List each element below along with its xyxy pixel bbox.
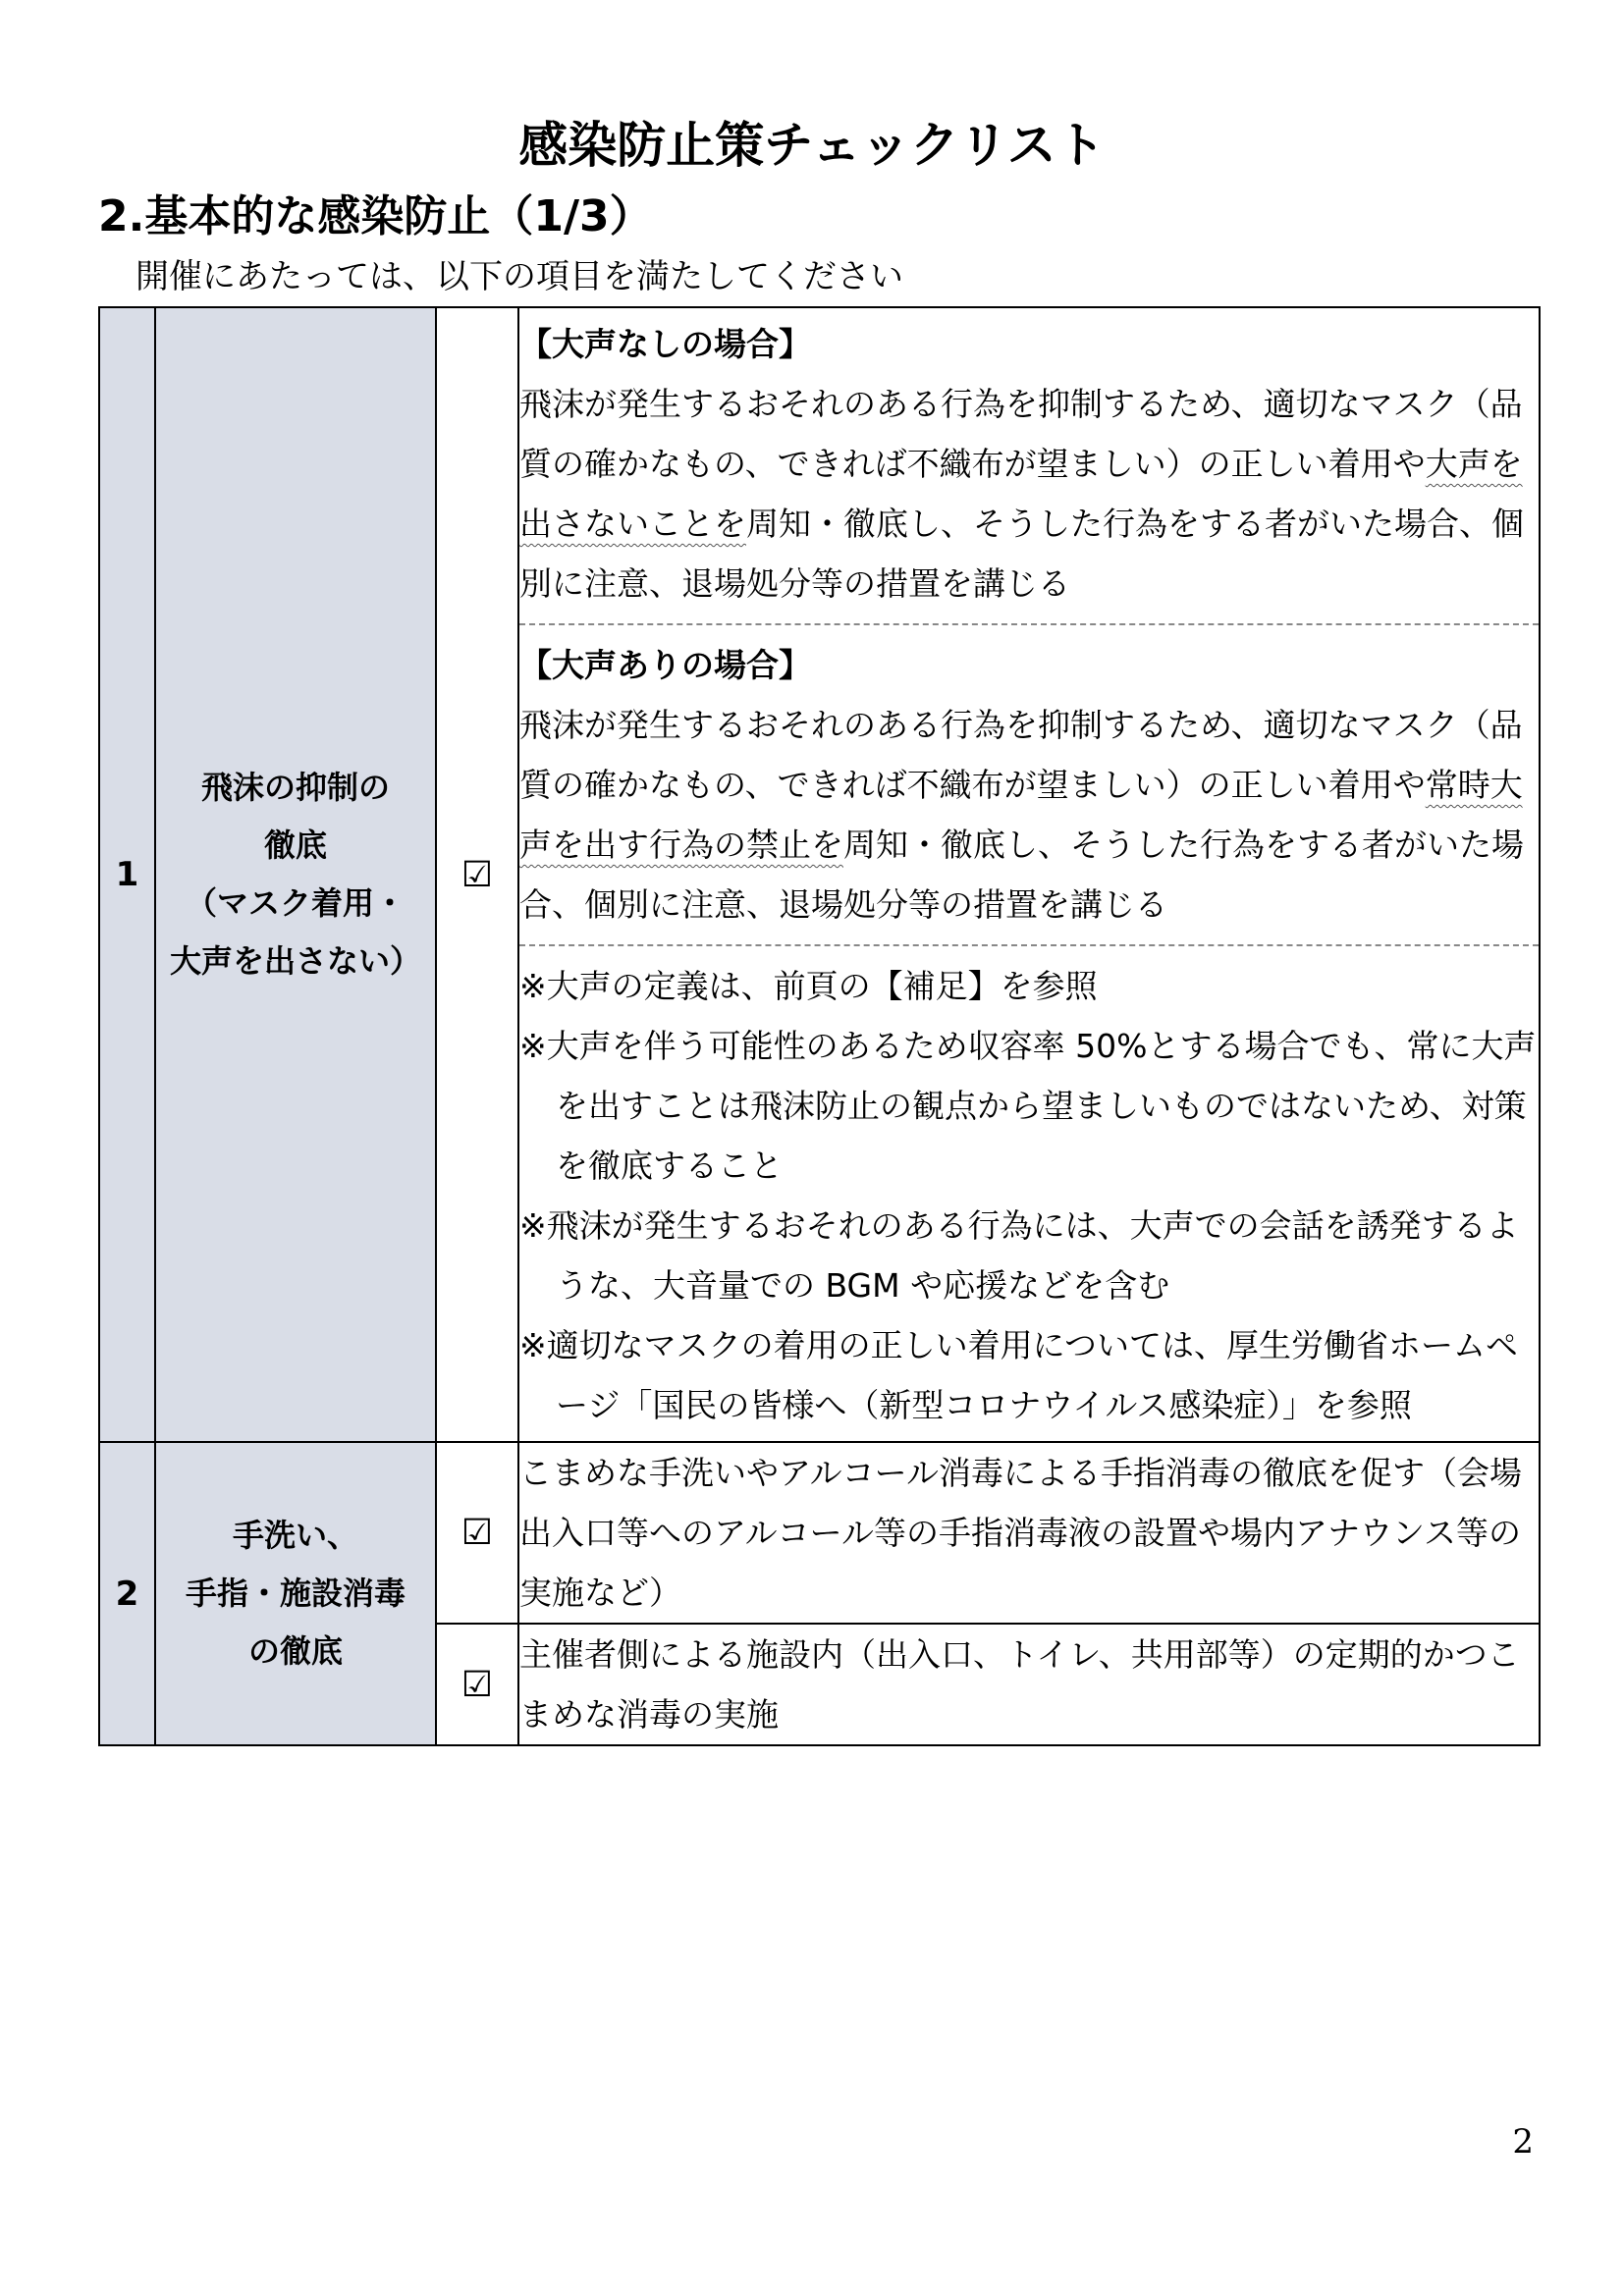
row-category: [155, 1442, 436, 1745]
checkbox-icon[interactable]: ☑: [436, 307, 518, 1442]
content-block-loud-voice: [519, 623, 1539, 940]
category-line: の徹底: [247, 1632, 343, 1670]
text-segment: 飛沫が発生するおそれのある行為を抑制するため、適切なマスク（品質の確かなもの、できれば不織布が望ましい）の正しい着用や: [519, 385, 1523, 483]
row-content: 主催者側による施設内（出入口、トイレ、共用部等）の定期的かつこまめな消毒の実施: [518, 1624, 1540, 1745]
category-line: 徹底: [263, 827, 327, 864]
text-segment: 飛沫が発生するおそれのある行為を抑制するため、適切なマスク（品質の確かなもの、できれば不織布が望ましい）の正しい着用や: [519, 706, 1523, 804]
row-number: 1: [99, 307, 155, 1442]
block-text: [519, 374, 1539, 614]
note-item: ※大声を伴う可能性のあるため収容率 50%とする場合でも、常に大声を出すことは飛沫防止の観点から望ましいものではないため、対策を徹底すること: [519, 1027, 1537, 1185]
category-line: 飛沫の抑制の: [200, 769, 390, 806]
intro-text: 開催にあたっては、以下の項目を満たしてください: [135, 257, 903, 296]
note-item: ※適切なマスクの着用の正しい着用については、厚生労働省ホームページ「国民の皆様へ（新型コロナウイルス感染症）」を参照: [519, 1326, 1518, 1424]
notes-block: [519, 944, 1539, 1441]
row-content: [518, 307, 1540, 1442]
document-title: 感染防止策チェックリスト: [518, 117, 1106, 174]
checklist-table: [98, 306, 1541, 1746]
emphasized-text: 常時大声を出す行為の禁止を: [519, 766, 1523, 864]
category-line: 手指・施設消毒: [185, 1575, 406, 1612]
category-line: 大声を出さない）: [169, 942, 421, 980]
block-heading: 【大声なしの場合】: [519, 325, 811, 363]
note-item: ※飛沫が発生するおそれのある行為には、大声での会話を誘発するような、大音量での BGM や応援などを含む: [519, 1206, 1519, 1305]
note-item: ※大声の定義は、前頁の【補足】を参照: [519, 967, 1098, 1005]
emphasized-text: 大声を出さないことを: [519, 445, 1523, 543]
checklist-row-2a: [99, 1442, 1540, 1624]
text-segment: 周知・徹底し、そうした行為をする者がいた場合、個別に注意、退場処分等の措置を講じる: [519, 826, 1524, 924]
checkbox-icon[interactable]: ☑: [436, 1442, 518, 1624]
category-line: （マスク着用・: [185, 884, 406, 922]
block-heading: 【大声ありの場合】: [519, 646, 811, 684]
row-number: 2: [99, 1442, 155, 1745]
block-text: [519, 695, 1539, 934]
page-number: 2: [1512, 2122, 1534, 2162]
category-line: 手洗い、: [232, 1517, 358, 1554]
checklist-row-1: [99, 307, 1540, 1442]
row-content: こまめな手洗いやアルコール消毒による手指消毒の徹底を促す（会場出入口等へのアルコール等の手指消毒液の設置や場内アナウンス等の実施など）: [518, 1442, 1540, 1624]
text-segment: 周知・徹底し、そうした行為をする者がいた場合、個別に注意、退場処分等の措置を講じる: [519, 505, 1524, 603]
content-block-no-loud-voice: [519, 308, 1539, 619]
section-heading: 2.基本的な感染防止（1/3）: [98, 191, 653, 241]
checkbox-icon[interactable]: ☑: [436, 1624, 518, 1745]
row-category: [155, 307, 436, 1442]
